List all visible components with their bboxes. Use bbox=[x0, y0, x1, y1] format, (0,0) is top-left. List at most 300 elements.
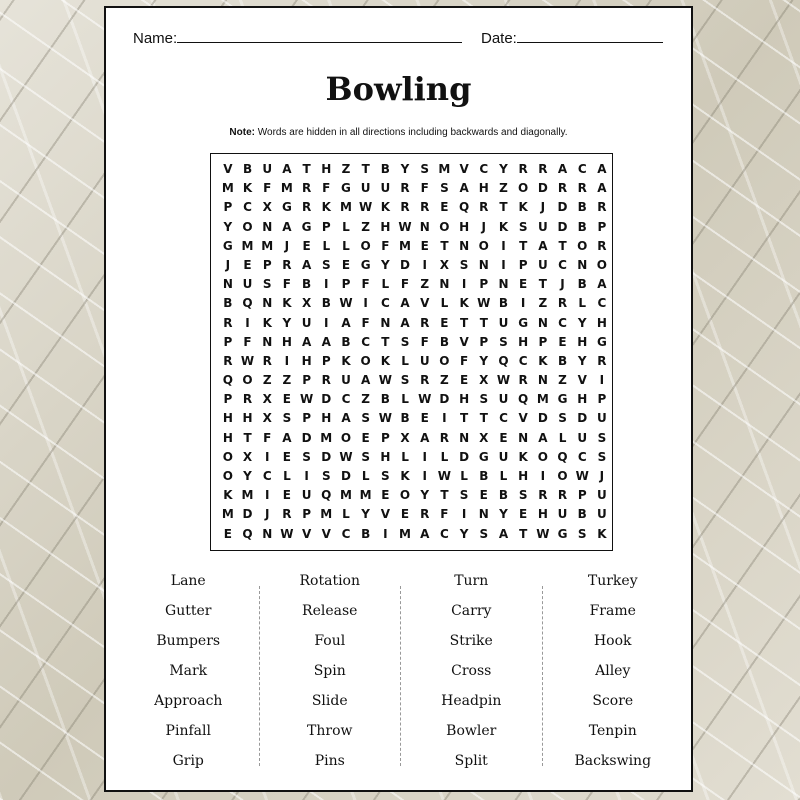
grid-letter[interactable]: Y bbox=[243, 469, 252, 483]
grid-letter[interactable]: K bbox=[400, 469, 410, 483]
grid-letter[interactable]: F bbox=[420, 334, 429, 349]
grid-letter[interactable]: I bbox=[383, 526, 388, 541]
grid-letter[interactable]: E bbox=[440, 200, 449, 215]
grid-letter[interactable]: C bbox=[479, 162, 489, 176]
grid-letter[interactable]: D bbox=[242, 507, 253, 522]
grid-letter[interactable]: P bbox=[302, 373, 311, 388]
grid-letter[interactable]: R bbox=[301, 200, 312, 215]
grid-letter[interactable]: V bbox=[321, 526, 331, 541]
grid-letter[interactable]: E bbox=[479, 488, 488, 503]
grid-letter[interactable]: U bbox=[419, 353, 430, 368]
grid-letter[interactable]: P bbox=[597, 392, 607, 407]
grid-letter[interactable]: Z bbox=[341, 162, 351, 176]
grid-letter[interactable]: A bbox=[282, 219, 292, 234]
grid-letter[interactable]: C bbox=[518, 353, 528, 368]
grid-letter[interactable]: M bbox=[536, 392, 549, 407]
grid-letter[interactable]: Y bbox=[380, 257, 390, 272]
grid-letter[interactable]: F bbox=[322, 181, 331, 196]
grid-letter[interactable]: Y bbox=[400, 162, 410, 176]
grid-letter[interactable]: X bbox=[400, 430, 410, 445]
grid-letter[interactable]: M bbox=[339, 200, 352, 215]
grid-letter[interactable]: S bbox=[518, 488, 528, 503]
grid-letter[interactable]: G bbox=[557, 526, 568, 541]
grid-letter[interactable]: P bbox=[380, 430, 390, 445]
grid-letter[interactable]: N bbox=[439, 277, 450, 292]
grid-letter[interactable]: E bbox=[381, 488, 390, 503]
grid-letter[interactable]: A bbox=[420, 526, 430, 541]
grid-letter[interactable]: E bbox=[420, 238, 429, 253]
grid-letter[interactable]: M bbox=[320, 507, 333, 522]
grid-letter[interactable]: E bbox=[499, 430, 508, 445]
grid-letter[interactable]: G bbox=[301, 219, 312, 234]
grid-letter[interactable]: K bbox=[518, 200, 528, 215]
grid-letter[interactable]: D bbox=[340, 469, 351, 483]
grid-letter[interactable]: E bbox=[361, 430, 370, 445]
grid-letter[interactable]: R bbox=[420, 373, 430, 388]
grid-letter[interactable]: J bbox=[225, 257, 231, 272]
grid-letter[interactable]: A bbox=[321, 334, 331, 349]
grid-letter[interactable]: W bbox=[359, 200, 373, 215]
grid-letter[interactable]: K bbox=[321, 200, 331, 215]
grid-letter[interactable]: B bbox=[380, 392, 390, 407]
grid-letter[interactable]: T bbox=[479, 411, 488, 426]
grid-letter[interactable]: C bbox=[577, 449, 587, 464]
grid-letter[interactable]: O bbox=[596, 257, 607, 272]
grid-letter[interactable]: W bbox=[339, 449, 353, 464]
grid-letter[interactable]: H bbox=[459, 392, 470, 407]
grid-letter[interactable]: S bbox=[321, 257, 331, 272]
grid-letter[interactable]: N bbox=[262, 526, 273, 541]
grid-letter[interactable]: X bbox=[479, 430, 489, 445]
grid-letter[interactable]: W bbox=[496, 373, 511, 388]
grid-letter[interactable]: F bbox=[361, 277, 370, 292]
grid-letter[interactable]: J bbox=[284, 238, 290, 253]
grid-letter[interactable]: N bbox=[222, 277, 233, 292]
grid-letter[interactable]: S bbox=[558, 411, 567, 426]
grid-letter[interactable]: D bbox=[537, 411, 548, 426]
grid-letter[interactable]: R bbox=[420, 315, 430, 330]
grid-letter[interactable]: B bbox=[321, 296, 331, 311]
grid-letter[interactable]: R bbox=[420, 200, 430, 215]
grid-letter[interactable]: T bbox=[440, 238, 449, 253]
grid-letter[interactable]: O bbox=[439, 219, 450, 234]
grid-letter[interactable]: O bbox=[360, 353, 371, 368]
grid-letter[interactable]: V bbox=[577, 373, 587, 388]
grid-letter[interactable]: W bbox=[240, 353, 255, 368]
grid-letter[interactable]: U bbox=[360, 181, 371, 196]
grid-letter[interactable]: I bbox=[264, 488, 270, 503]
grid-letter[interactable]: C bbox=[558, 257, 567, 272]
grid-letter[interactable]: H bbox=[518, 334, 529, 349]
grid-letter[interactable]: N bbox=[419, 219, 430, 234]
grid-letter[interactable]: R bbox=[282, 257, 292, 272]
grid-letter[interactable]: A bbox=[400, 296, 410, 311]
grid-letter[interactable]: B bbox=[400, 411, 410, 426]
grid-letter[interactable]: T bbox=[440, 488, 449, 503]
grid-letter[interactable]: Y bbox=[420, 488, 430, 503]
grid-letter[interactable]: B bbox=[302, 277, 312, 292]
grid-letter[interactable]: R bbox=[557, 181, 568, 196]
grid-letter[interactable]: N bbox=[537, 373, 548, 388]
grid-letter[interactable]: E bbox=[440, 315, 449, 330]
grid-letter[interactable]: W bbox=[339, 296, 353, 311]
grid-letter[interactable]: U bbox=[301, 315, 312, 330]
grid-letter[interactable]: R bbox=[597, 200, 607, 215]
grid-letter[interactable]: I bbox=[422, 449, 427, 464]
grid-letter[interactable]: Z bbox=[558, 373, 567, 388]
grid-letter[interactable]: O bbox=[577, 238, 588, 253]
grid-letter[interactable]: U bbox=[341, 373, 351, 388]
grid-letter[interactable]: I bbox=[461, 277, 467, 292]
grid-letter[interactable]: U bbox=[262, 162, 273, 176]
grid-letter[interactable]: R bbox=[557, 296, 568, 311]
grid-letter[interactable]: E bbox=[282, 449, 291, 464]
grid-letter[interactable]: Q bbox=[458, 200, 470, 215]
grid-letter[interactable]: H bbox=[222, 411, 233, 426]
grid-letter[interactable]: A bbox=[282, 162, 292, 176]
grid-letter[interactable]: I bbox=[422, 257, 427, 272]
grid-letter[interactable]: I bbox=[422, 469, 427, 483]
grid-letter[interactable]: D bbox=[321, 392, 332, 407]
grid-letter[interactable]: W bbox=[398, 219, 412, 234]
grid-letter[interactable]: G bbox=[281, 200, 292, 215]
grid-letter[interactable]: U bbox=[301, 488, 312, 503]
grid-letter[interactable]: B bbox=[439, 334, 449, 349]
grid-letter[interactable]: V bbox=[459, 334, 469, 349]
grid-letter[interactable]: M bbox=[359, 488, 372, 503]
grid-letter[interactable]: Y bbox=[361, 507, 370, 522]
grid-letter[interactable]: F bbox=[459, 353, 469, 368]
grid-letter[interactable]: S bbox=[518, 219, 528, 234]
grid-letter[interactable]: P bbox=[223, 392, 233, 407]
grid-letter[interactable]: N bbox=[459, 430, 470, 445]
grid-letter[interactable]: U bbox=[597, 488, 607, 503]
grid-letter[interactable]: X bbox=[301, 296, 312, 311]
grid-letter[interactable]: P bbox=[518, 257, 528, 272]
name-line[interactable] bbox=[177, 28, 462, 43]
grid-letter[interactable]: J bbox=[599, 469, 605, 483]
grid-letter[interactable]: G bbox=[557, 392, 568, 407]
grid-letter[interactable]: N bbox=[537, 315, 548, 330]
grid-letter[interactable]: H bbox=[537, 507, 548, 522]
grid-letter[interactable]: B bbox=[498, 488, 509, 503]
grid-letter[interactable]: M bbox=[438, 162, 451, 176]
grid-letter[interactable]: H bbox=[380, 219, 391, 234]
grid-letter[interactable]: P bbox=[577, 488, 587, 503]
grid-letter[interactable]: H bbox=[380, 449, 391, 464]
grid-letter[interactable]: K bbox=[597, 526, 607, 541]
grid-letter[interactable]: T bbox=[519, 526, 528, 541]
grid-letter[interactable]: I bbox=[304, 469, 309, 483]
grid-letter[interactable]: F bbox=[400, 277, 410, 292]
grid-letter[interactable]: M bbox=[320, 430, 333, 445]
grid-letter[interactable]: Y bbox=[577, 353, 587, 368]
grid-letter[interactable]: X bbox=[439, 257, 450, 272]
grid-letter[interactable]: T bbox=[302, 162, 311, 176]
grid-letter[interactable]: A bbox=[597, 277, 607, 292]
grid-letter[interactable]: L bbox=[440, 449, 449, 464]
grid-letter[interactable]: L bbox=[578, 296, 587, 311]
grid-letter[interactable]: U bbox=[557, 507, 568, 522]
grid-letter[interactable]: H bbox=[242, 411, 253, 426]
grid-letter[interactable]: W bbox=[378, 373, 392, 388]
grid-letter[interactable]: S bbox=[479, 526, 489, 541]
grid-letter[interactable]: O bbox=[439, 353, 450, 368]
grid-letter[interactable]: F bbox=[243, 334, 252, 349]
grid-letter[interactable]: N bbox=[262, 219, 273, 234]
grid-letter[interactable]: Q bbox=[222, 373, 233, 388]
grid-letter[interactable]: S bbox=[420, 162, 430, 176]
grid-letter[interactable]: D bbox=[577, 411, 588, 426]
grid-letter[interactable]: E bbox=[519, 507, 528, 522]
grid-letter[interactable]: O bbox=[242, 219, 253, 234]
grid-letter[interactable]: E bbox=[282, 392, 291, 407]
grid-letter[interactable]: Y bbox=[577, 315, 587, 330]
grid-letter[interactable]: W bbox=[378, 411, 392, 426]
grid-letter[interactable]: U bbox=[498, 392, 509, 407]
grid-letter[interactable]: C bbox=[597, 296, 607, 311]
grid-letter[interactable]: N bbox=[262, 296, 273, 311]
grid-letter[interactable]: H bbox=[478, 181, 489, 196]
grid-letter[interactable]: L bbox=[342, 507, 350, 522]
grid-letter[interactable]: M bbox=[221, 181, 234, 196]
grid-letter[interactable]: H bbox=[222, 430, 233, 445]
grid-letter[interactable]: E bbox=[282, 488, 291, 503]
grid-letter[interactable]: P bbox=[262, 257, 272, 272]
grid-letter[interactable]: R bbox=[400, 181, 410, 196]
grid-letter[interactable]: G bbox=[478, 449, 489, 464]
grid-letter[interactable]: S bbox=[459, 257, 469, 272]
grid-letter[interactable]: Z bbox=[282, 373, 292, 388]
grid-letter[interactable]: L bbox=[381, 277, 390, 292]
grid-letter[interactable]: S bbox=[381, 469, 390, 483]
grid-letter[interactable]: H bbox=[459, 219, 470, 234]
grid-letter[interactable]: G bbox=[360, 257, 371, 272]
grid-letter[interactable]: G bbox=[222, 238, 233, 253]
grid-letter[interactable]: H bbox=[321, 411, 332, 426]
grid-letter[interactable]: B bbox=[380, 162, 390, 176]
grid-letter[interactable]: W bbox=[299, 392, 314, 407]
grid-letter[interactable]: T bbox=[558, 238, 567, 253]
grid-letter[interactable]: S bbox=[597, 430, 607, 445]
grid-letter[interactable]: S bbox=[400, 334, 410, 349]
grid-letter[interactable]: N bbox=[262, 334, 273, 349]
grid-letter[interactable]: X bbox=[262, 392, 272, 407]
grid-letter[interactable]: G bbox=[341, 181, 351, 196]
grid-letter[interactable]: R bbox=[420, 507, 430, 522]
grid-letter[interactable]: H bbox=[281, 334, 292, 349]
grid-letter[interactable]: S bbox=[282, 411, 292, 426]
grid-letter[interactable]: P bbox=[479, 277, 489, 292]
grid-letter[interactable]: L bbox=[558, 430, 567, 445]
grid-letter[interactable]: B bbox=[577, 219, 587, 234]
grid-letter[interactable]: R bbox=[518, 373, 528, 388]
grid-letter[interactable]: R bbox=[242, 392, 253, 407]
grid-letter[interactable]: S bbox=[577, 526, 587, 541]
grid-letter[interactable]: T bbox=[479, 315, 488, 330]
grid-letter[interactable]: R bbox=[301, 181, 312, 196]
grid-letter[interactable]: R bbox=[439, 430, 450, 445]
grid-letter[interactable]: A bbox=[301, 257, 312, 272]
grid-letter[interactable]: R bbox=[223, 315, 233, 330]
grid-letter[interactable]: E bbox=[558, 334, 567, 349]
grid-letter[interactable]: O bbox=[242, 373, 253, 388]
grid-letter[interactable]: Y bbox=[499, 162, 508, 176]
grid-letter[interactable]: L bbox=[342, 238, 350, 253]
grid-letter[interactable]: U bbox=[498, 315, 509, 330]
grid-letter[interactable]: L bbox=[322, 238, 331, 253]
grid-letter[interactable]: P bbox=[223, 200, 233, 215]
grid-letter[interactable]: S bbox=[361, 449, 370, 464]
grid-letter[interactable]: P bbox=[341, 277, 351, 292]
grid-letter[interactable]: R bbox=[557, 488, 568, 503]
grid-letter[interactable]: A bbox=[301, 334, 312, 349]
grid-letter[interactable]: J bbox=[481, 219, 487, 234]
date-line[interactable] bbox=[517, 28, 663, 43]
grid-letter[interactable]: S bbox=[262, 277, 272, 292]
grid-letter[interactable]: H bbox=[518, 469, 529, 483]
grid-letter[interactable]: H bbox=[577, 392, 588, 407]
grid-letter[interactable]: Z bbox=[499, 181, 508, 196]
grid-letter[interactable]: B bbox=[242, 162, 253, 176]
grid-letter[interactable]: U bbox=[597, 507, 607, 522]
grid-letter[interactable]: I bbox=[520, 296, 526, 311]
grid-letter[interactable]: Z bbox=[361, 392, 370, 407]
grid-letter[interactable]: A bbox=[400, 315, 410, 330]
grid-letter[interactable]: I bbox=[324, 277, 329, 292]
grid-letter[interactable]: E bbox=[302, 238, 311, 253]
grid-letter[interactable]: N bbox=[478, 507, 489, 522]
grid-letter[interactable]: M bbox=[241, 488, 254, 503]
grid-letter[interactable]: A bbox=[538, 238, 548, 253]
grid-letter[interactable]: I bbox=[501, 238, 506, 253]
grid-letter[interactable]: E bbox=[400, 507, 410, 522]
grid-letter[interactable]: V bbox=[420, 296, 430, 311]
grid-letter[interactable]: D bbox=[557, 200, 568, 215]
grid-letter[interactable]: A bbox=[498, 526, 509, 541]
grid-letter[interactable]: F bbox=[263, 430, 272, 445]
grid-letter[interactable]: T bbox=[460, 411, 469, 426]
grid-letter[interactable]: K bbox=[223, 488, 233, 503]
grid-letter[interactable]: Q bbox=[242, 526, 253, 541]
grid-letter[interactable]: K bbox=[538, 353, 548, 368]
grid-letter[interactable]: N bbox=[518, 430, 529, 445]
grid-letter[interactable]: S bbox=[499, 334, 508, 349]
grid-letter[interactable]: V bbox=[301, 526, 312, 541]
grid-letter[interactable]: I bbox=[540, 469, 546, 483]
grid-letter[interactable]: Y bbox=[459, 526, 469, 541]
grid-letter[interactable]: I bbox=[324, 315, 329, 330]
grid-letter[interactable]: B bbox=[223, 296, 233, 311]
grid-letter[interactable]: N bbox=[478, 257, 489, 272]
grid-letter[interactable]: X bbox=[479, 373, 489, 388]
grid-letter[interactable]: Q bbox=[321, 488, 332, 503]
grid-letter[interactable]: I bbox=[501, 257, 506, 272]
grid-letter[interactable]: T bbox=[499, 200, 508, 215]
grid-letter[interactable]: O bbox=[222, 449, 233, 464]
grid-letter[interactable]: M bbox=[339, 488, 352, 503]
grid-letter[interactable]: N bbox=[498, 277, 509, 292]
grid-letter[interactable]: R bbox=[597, 238, 607, 253]
grid-letter[interactable]: D bbox=[537, 181, 548, 196]
grid-letter[interactable]: K bbox=[459, 296, 469, 311]
grid-letter[interactable]: P bbox=[223, 334, 233, 349]
grid-letter[interactable]: P bbox=[479, 334, 489, 349]
grid-letter[interactable]: C bbox=[262, 469, 272, 483]
grid-letter[interactable]: J bbox=[264, 507, 270, 522]
grid-letter[interactable]: M bbox=[261, 238, 274, 253]
grid-letter[interactable]: O bbox=[360, 238, 371, 253]
grid-letter[interactable]: D bbox=[400, 257, 411, 272]
grid-letter[interactable]: R bbox=[223, 353, 233, 368]
grid-letter[interactable]: L bbox=[342, 219, 350, 234]
grid-letter[interactable]: P bbox=[302, 507, 311, 522]
grid-letter[interactable]: V bbox=[518, 411, 528, 426]
grid-letter[interactable]: L bbox=[401, 392, 409, 407]
grid-letter[interactable]: L bbox=[499, 469, 508, 483]
grid-letter[interactable]: N bbox=[459, 238, 470, 253]
grid-letter[interactable]: U bbox=[537, 257, 548, 272]
grid-letter[interactable]: S bbox=[361, 411, 370, 426]
grid-letter[interactable]: S bbox=[459, 488, 469, 503]
grid-letter[interactable]: A bbox=[557, 162, 568, 176]
grid-letter[interactable]: S bbox=[302, 449, 311, 464]
grid-letter[interactable]: S bbox=[400, 373, 410, 388]
grid-letter[interactable]: E bbox=[459, 373, 469, 388]
grid-letter[interactable]: A bbox=[459, 181, 469, 196]
grid-letter[interactable]: U bbox=[537, 219, 548, 234]
grid-letter[interactable]: S bbox=[321, 469, 331, 483]
grid-letter[interactable]: Q bbox=[242, 296, 253, 311]
grid-letter[interactable]: C bbox=[380, 296, 390, 311]
grid-letter[interactable]: H bbox=[301, 353, 312, 368]
grid-letter[interactable]: K bbox=[380, 353, 390, 368]
grid-letter[interactable]: C bbox=[577, 162, 587, 176]
grid-letter[interactable]: S bbox=[479, 392, 489, 407]
grid-letter[interactable]: L bbox=[440, 296, 449, 311]
grid-letter[interactable]: A bbox=[341, 315, 351, 330]
grid-letter[interactable]: B bbox=[557, 353, 568, 368]
grid-letter[interactable]: A bbox=[282, 430, 292, 445]
grid-letter[interactable]: F bbox=[361, 315, 370, 330]
grid-letter[interactable]: O bbox=[537, 449, 548, 464]
grid-letter[interactable]: Z bbox=[440, 373, 449, 388]
grid-letter[interactable]: O bbox=[222, 469, 233, 483]
grid-letter[interactable]: E bbox=[223, 526, 232, 541]
grid-letter[interactable]: U bbox=[380, 181, 391, 196]
grid-letter[interactable]: A bbox=[597, 181, 607, 196]
grid-letter[interactable]: P bbox=[302, 411, 311, 426]
grid-letter[interactable]: R bbox=[282, 507, 292, 522]
grid-letter[interactable]: K bbox=[341, 353, 351, 368]
grid-letter[interactable]: X bbox=[242, 449, 253, 464]
grid-letter[interactable]: U bbox=[498, 449, 509, 464]
grid-letter[interactable]: V bbox=[380, 507, 390, 522]
grid-letter[interactable]: W bbox=[477, 296, 491, 311]
grid-letter[interactable]: K bbox=[518, 449, 528, 464]
grid-letter[interactable]: Z bbox=[538, 296, 548, 311]
grid-letter[interactable]: F bbox=[282, 277, 291, 292]
grid-letter[interactable]: W bbox=[437, 469, 452, 483]
grid-letter[interactable]: T bbox=[243, 430, 252, 445]
grid-letter[interactable]: I bbox=[245, 315, 250, 330]
grid-letter[interactable]: W bbox=[418, 392, 432, 407]
grid-letter[interactable]: J bbox=[540, 200, 546, 215]
grid-letter[interactable]: K bbox=[242, 181, 253, 196]
grid-letter[interactable]: E bbox=[243, 257, 252, 272]
grid-letter[interactable]: I bbox=[442, 411, 447, 426]
grid-letter[interactable]: F bbox=[263, 181, 272, 196]
